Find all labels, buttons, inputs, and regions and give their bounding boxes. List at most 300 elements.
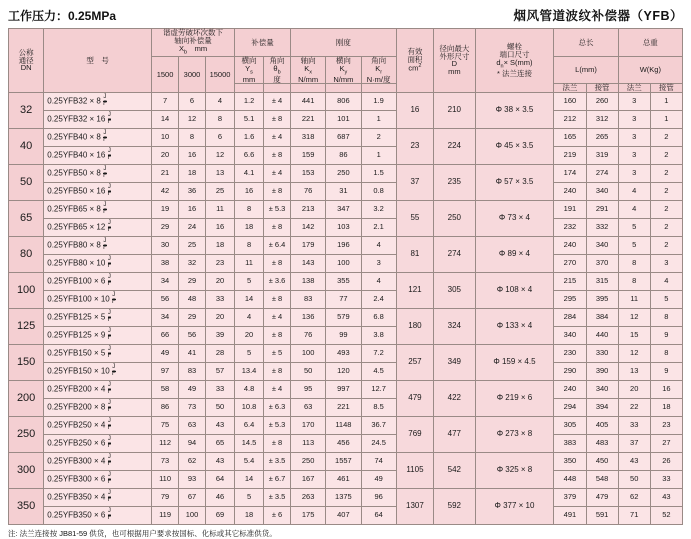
cell-lateral-comp: 6.6 [235, 146, 264, 164]
cell-lateral-stiffness: 77 [326, 290, 361, 308]
cell-weight-flange: 71 [618, 506, 650, 524]
cell-model: 0.25YFB125 × 5 $\frac{J}{F}$ [44, 308, 152, 326]
cell-x1500: 14 [152, 110, 179, 128]
cell-x15000: 20 [205, 308, 234, 326]
cell-weight-flange: 3 [618, 146, 650, 164]
cell-length-flange: 295 [554, 290, 586, 308]
cell-lateral-stiffness: 407 [326, 506, 361, 524]
th-fatigue-15000: 15000 [205, 57, 234, 93]
cell-x1500: 21 [152, 164, 179, 182]
th-comp-angular: 角向 $\theta_b$ 度 [264, 57, 291, 84]
cell-length-pipe: 394 [586, 398, 618, 416]
cell-angular-comp: ± 4 [264, 128, 291, 146]
cell-length-pipe: 395 [586, 290, 618, 308]
cell-length-pipe: 291 [586, 200, 618, 218]
cell-weight-pipe: 2 [650, 200, 682, 218]
th-comp-lateral-blank [235, 84, 264, 93]
cell-lateral-stiffness: 461 [326, 470, 361, 488]
cell-length-flange: 160 [554, 92, 586, 110]
cell-x3000: 12 [179, 110, 206, 128]
cell-lateral-comp: 5 [235, 488, 264, 506]
cell-x3000: 93 [179, 470, 206, 488]
th-length-pipe: 接管 [586, 84, 618, 93]
cell-angular-comp: ± 8 [264, 182, 291, 200]
page-title: 烟风管道波纹补偿器（YFB） [513, 9, 683, 23]
cell-axial-stiffness: 441 [291, 92, 326, 110]
cell-lateral-stiffness: 493 [326, 344, 361, 362]
table-head [9, 29, 683, 93]
cell-x3000: 16 [179, 200, 206, 218]
cell-length-pipe: 340 [586, 182, 618, 200]
cell-model: 0.25YFB200 × 8 $\frac{J}{F}$ [44, 398, 152, 416]
cell-length-flange: 270 [554, 254, 586, 272]
cell-x3000: 25 [179, 236, 206, 254]
cell-length-flange: 191 [554, 200, 586, 218]
cell-angular-comp: ± 3.6 [264, 272, 291, 290]
cell-angular-comp: ± 8 [264, 110, 291, 128]
cell-weight-flange: 4 [618, 200, 650, 218]
cell-axial-stiffness: 113 [291, 434, 326, 452]
cell-lateral-comp: 8 [235, 200, 264, 218]
cell-x15000: 18 [205, 236, 234, 254]
fraction-jf: $\frac{J}{F}$ [107, 310, 112, 323]
table-row [9, 236, 683, 254]
cell-weight-pipe: 8 [650, 308, 682, 326]
cell-x15000: 65 [205, 434, 234, 452]
cell-x3000: 29 [179, 272, 206, 290]
cell-weight-flange: 62 [618, 488, 650, 506]
cell-angular-stiffness: 1.9 [361, 92, 396, 110]
cell-model: 0.25YFB300 × 6 $\frac{J}{F}$ [44, 470, 152, 488]
cell-x1500: 56 [152, 290, 179, 308]
cell-x3000: 8 [179, 128, 206, 146]
th-fatigue: 谐虚劳破坏次数下 轴向补偿量 $X_b$ mm [152, 29, 235, 57]
working-pressure-label: 工作压力：0.25MPa [8, 9, 117, 23]
table-row [9, 344, 683, 362]
cell-angular-stiffness: 24.5 [361, 434, 396, 452]
cell-effective-area: 180 [396, 308, 433, 344]
cell-angular-comp: ± 6.3 [264, 398, 291, 416]
cell-angular-stiffness: 2 [361, 128, 396, 146]
cell-length-pipe: 330 [586, 344, 618, 362]
cell-axial-stiffness: 63 [291, 398, 326, 416]
th-stiffness: 刚度 [291, 29, 397, 57]
cell-lateral-comp: 14 [235, 290, 264, 308]
cell-weight-pipe: 26 [650, 452, 682, 470]
compensator-spec-table [8, 28, 683, 525]
th-comp-lateral: 横向 $Y_s$ mm [235, 57, 264, 84]
cell-lateral-stiffness: 120 [326, 362, 361, 380]
cell-effective-area: 1105 [396, 452, 433, 488]
cell-max-diameter: 250 [434, 200, 475, 236]
cell-x1500: 73 [152, 452, 179, 470]
cell-angular-stiffness: 49 [361, 470, 396, 488]
cell-x15000: 64 [205, 470, 234, 488]
cell-lateral-stiffness: 806 [326, 92, 361, 110]
cell-weight-flange: 5 [618, 236, 650, 254]
cell-lateral-stiffness: 250 [326, 164, 361, 182]
cell-lateral-stiffness: 101 [326, 110, 361, 128]
cell-angular-stiffness: 3.8 [361, 326, 396, 344]
cell-lateral-comp: 18 [235, 506, 264, 524]
th-length-unit: L(mm) [554, 57, 618, 84]
cell-weight-pipe: 18 [650, 398, 682, 416]
cell-max-diameter: 592 [434, 488, 475, 524]
th-weight-flange: 法兰 [618, 84, 650, 93]
cell-lateral-comp: 10.8 [235, 398, 264, 416]
cell-weight-pipe: 1 [650, 92, 682, 110]
cell-connection: Φ 133 × 4 [475, 308, 554, 344]
cell-dn: 50 [9, 164, 44, 200]
th-model: 型 号 [44, 29, 152, 93]
cell-x1500: 58 [152, 380, 179, 398]
cell-x1500: 112 [152, 434, 179, 452]
cell-weight-flange: 3 [618, 128, 650, 146]
cell-length-pipe: 340 [586, 380, 618, 398]
th-length-flange: 法兰 [554, 84, 586, 93]
cell-x3000: 29 [179, 308, 206, 326]
cell-lateral-stiffness: 196 [326, 236, 361, 254]
cell-length-pipe: 405 [586, 416, 618, 434]
fraction-jf: $\frac{J}{F}$ [107, 472, 112, 485]
cell-x3000: 73 [179, 398, 206, 416]
cell-angular-comp: ± 5 [264, 344, 291, 362]
fraction-jf: $\frac{J}{F}$ [103, 202, 107, 215]
fraction-jf: $\frac{J}{F}$ [107, 148, 112, 161]
cell-axial-stiffness: 263 [291, 488, 326, 506]
cell-weight-flange: 4 [618, 182, 650, 200]
cell-weight-pipe: 2 [650, 218, 682, 236]
cell-axial-stiffness: 138 [291, 272, 326, 290]
fraction-jf: $\frac{J}{F}$ [107, 220, 112, 233]
cell-weight-pipe: 2 [650, 164, 682, 182]
cell-model: 0.25YFB50 × 16 $\frac{J}{F}$ [44, 182, 152, 200]
cell-weight-flange: 37 [618, 434, 650, 452]
cell-connection: Φ 45 × 3.5 [475, 128, 554, 164]
cell-axial-stiffness: 76 [291, 182, 326, 200]
fraction-jf: $\frac{J}{F}$ [103, 166, 107, 179]
cell-angular-stiffness: 1.5 [361, 164, 396, 182]
cell-model: 0.25YFB40 × 8 $\frac{J}{F}$ [44, 128, 152, 146]
fraction-jf: $\frac{J}{F}$ [103, 130, 107, 143]
cell-max-diameter: 422 [434, 380, 475, 416]
th-max-diameter: 径向最大 外形尺寸 D mm [434, 29, 475, 93]
cell-axial-stiffness: 159 [291, 146, 326, 164]
footnote: 注: 法兰连接按 JB81-59 供货，也可根据用户要求按国标、化标或其它标准供货。 [8, 528, 277, 538]
cell-x1500: 19 [152, 200, 179, 218]
cell-length-flange: 350 [554, 452, 586, 470]
cell-weight-flange: 12 [618, 308, 650, 326]
cell-weight-pipe: 5 [650, 290, 682, 308]
cell-lateral-comp: 5 [235, 344, 264, 362]
cell-weight-flange: 15 [618, 326, 650, 344]
cell-connection: Φ 89 × 4 [475, 236, 554, 272]
cell-x3000: 56 [179, 326, 206, 344]
cell-x1500: 20 [152, 146, 179, 164]
cell-lateral-stiffness: 86 [326, 146, 361, 164]
cell-model: 0.25YFB150 × 10 $\frac{J}{F}$ [44, 362, 152, 380]
cell-model: 0.25YFB50 × 8 $\frac{J}{F}$ [44, 164, 152, 182]
th-weight-pipe: 接管 [650, 84, 682, 93]
th-stiff-lateral-blank [326, 84, 361, 93]
cell-length-flange: 219 [554, 146, 586, 164]
cell-model: 0.25YFB80 × 8 $\frac{J}{F}$ [44, 236, 152, 254]
cell-x15000: 8 [205, 110, 234, 128]
fraction-jf: $\frac{J}{F}$ [107, 274, 112, 287]
table-row [9, 128, 683, 146]
cell-weight-pipe: 2 [650, 236, 682, 254]
cell-model: 0.25YFB100 × 10 $\frac{J}{F}$ [44, 290, 152, 308]
cell-length-pipe: 548 [586, 470, 618, 488]
cell-angular-comp: ± 8 [264, 434, 291, 452]
cell-model: 0.25YFB80 × 10 $\frac{J}{F}$ [44, 254, 152, 272]
cell-weight-pipe: 43 [650, 488, 682, 506]
th-compensation: 补偿量 [235, 29, 291, 57]
cell-dn: 100 [9, 272, 44, 308]
cell-lateral-stiffness: 1148 [326, 416, 361, 434]
table-row [9, 380, 683, 398]
th-comp-angular-blank [264, 84, 291, 93]
cell-x1500: 119 [152, 506, 179, 524]
cell-angular-stiffness: 2.4 [361, 290, 396, 308]
cell-effective-area: 257 [396, 344, 433, 380]
cell-max-diameter: 477 [434, 416, 475, 452]
cell-lateral-comp: 14.5 [235, 434, 264, 452]
cell-x15000: 28 [205, 344, 234, 362]
table-row [9, 308, 683, 326]
cell-x3000: 6 [179, 92, 206, 110]
th-weight: 总重 [618, 29, 682, 57]
cell-axial-stiffness: 142 [291, 218, 326, 236]
cell-axial-stiffness: 213 [291, 200, 326, 218]
cell-length-pipe: 384 [586, 308, 618, 326]
cell-lateral-stiffness: 100 [326, 254, 361, 272]
th-stiff-axial-blank [291, 84, 326, 93]
cell-weight-pipe: 2 [650, 146, 682, 164]
cell-x1500: 34 [152, 272, 179, 290]
cell-model: 0.25YFB125 × 9 $\frac{J}{F}$ [44, 326, 152, 344]
cell-lateral-stiffness: 31 [326, 182, 361, 200]
cell-lateral-comp: 14 [235, 470, 264, 488]
fraction-jf: $\frac{J}{F}$ [107, 112, 112, 125]
cell-weight-flange: 33 [618, 416, 650, 434]
cell-x1500: 30 [152, 236, 179, 254]
cell-x3000: 36 [179, 182, 206, 200]
fraction-jf: $\frac{J}{F}$ [107, 184, 112, 197]
cell-effective-area: 479 [396, 380, 433, 416]
th-dn: 公称 通径 DN [9, 29, 44, 93]
cell-weight-flange: 43 [618, 452, 650, 470]
cell-x15000: 43 [205, 416, 234, 434]
cell-angular-comp: ± 5.3 [264, 416, 291, 434]
table-row [9, 92, 683, 110]
cell-axial-stiffness: 143 [291, 254, 326, 272]
cell-connection: Φ 108 × 4 [475, 272, 554, 308]
cell-model: 0.25YFB300 × 4 $\frac{J}{F}$ [44, 452, 152, 470]
cell-x1500: 49 [152, 344, 179, 362]
cell-model: 0.25YFB40 × 16 $\frac{J}{F}$ [44, 146, 152, 164]
cell-x3000: 16 [179, 146, 206, 164]
table-row [9, 200, 683, 218]
cell-weight-flange: 3 [618, 110, 650, 128]
cell-x15000: 57 [205, 362, 234, 380]
cell-lateral-stiffness: 1375 [326, 488, 361, 506]
cell-x1500: 79 [152, 488, 179, 506]
fraction-jf: $\frac{J}{F}$ [107, 328, 112, 341]
cell-angular-stiffness: 3.2 [361, 200, 396, 218]
table-row [9, 506, 683, 524]
cell-effective-area: 81 [396, 236, 433, 272]
fraction-jf: $\frac{J}{F}$ [107, 436, 112, 449]
cell-weight-pipe: 9 [650, 326, 682, 344]
cell-weight-pipe: 9 [650, 362, 682, 380]
cell-max-diameter: 324 [434, 308, 475, 344]
cell-x15000: 13 [205, 164, 234, 182]
cell-length-flange: 230 [554, 344, 586, 362]
cell-length-flange: 379 [554, 488, 586, 506]
cell-axial-stiffness: 221 [291, 110, 326, 128]
cell-x1500: 38 [152, 254, 179, 272]
cell-x3000: 94 [179, 434, 206, 452]
cell-connection: Φ 377 × 10 [475, 488, 554, 524]
cell-connection: Φ 219 × 6 [475, 380, 554, 416]
cell-effective-area: 55 [396, 200, 433, 236]
th-stiff-angular: 角向 $K_r$ N·m/度 [361, 57, 396, 84]
cell-axial-stiffness: 153 [291, 164, 326, 182]
table-row [9, 416, 683, 434]
cell-length-pipe: 479 [586, 488, 618, 506]
fraction-jf: $\frac{J}{F}$ [107, 400, 112, 413]
cell-dn: 80 [9, 236, 44, 272]
cell-axial-stiffness: 250 [291, 452, 326, 470]
cell-lateral-stiffness: 1557 [326, 452, 361, 470]
head-row-1 [9, 29, 683, 57]
fraction-jf: $\frac{J}{F}$ [107, 508, 112, 521]
cell-x15000: 69 [205, 506, 234, 524]
cell-dn: 32 [9, 92, 44, 128]
th-weight-unit: W(Kg) [618, 57, 682, 84]
cell-length-flange: 165 [554, 128, 586, 146]
table-row [9, 182, 683, 200]
table-row [9, 326, 683, 344]
fraction-jf: $\frac{J}{F}$ [111, 364, 116, 377]
cell-length-pipe: 315 [586, 272, 618, 290]
cell-length-flange: 240 [554, 182, 586, 200]
cell-angular-comp: ± 8 [264, 218, 291, 236]
cell-axial-stiffness: 95 [291, 380, 326, 398]
th-effective-area: 有效 面积 $cm^2$ [396, 29, 433, 93]
cell-dn: 200 [9, 380, 44, 416]
cell-angular-comp: ± 8 [264, 326, 291, 344]
cell-length-pipe: 260 [586, 92, 618, 110]
cell-model: 0.25YFB150 × 5 $\frac{J}{F}$ [44, 344, 152, 362]
cell-length-pipe: 274 [586, 164, 618, 182]
cell-angular-stiffness: 8.5 [361, 398, 396, 416]
cell-x15000: 39 [205, 326, 234, 344]
cell-x3000: 63 [179, 416, 206, 434]
cell-length-pipe: 265 [586, 128, 618, 146]
cell-weight-flange: 3 [618, 92, 650, 110]
cell-x15000: 12 [205, 146, 234, 164]
cell-length-flange: 383 [554, 434, 586, 452]
cell-effective-area: 121 [396, 272, 433, 308]
cell-model: 0.25YFB32 × 8 $\frac{J}{F}$ [44, 92, 152, 110]
cell-weight-pipe: 4 [650, 272, 682, 290]
cell-lateral-stiffness: 579 [326, 308, 361, 326]
cell-length-pipe: 312 [586, 110, 618, 128]
cell-weight-flange: 22 [618, 398, 650, 416]
table-row [9, 452, 683, 470]
cell-length-pipe: 340 [586, 236, 618, 254]
cell-length-flange: 284 [554, 308, 586, 326]
fraction-jf: $\frac{J}{F}$ [107, 346, 112, 359]
cell-x15000: 6 [205, 128, 234, 146]
cell-angular-stiffness: 4 [361, 236, 396, 254]
cell-x3000: 32 [179, 254, 206, 272]
cell-weight-flange: 20 [618, 380, 650, 398]
cell-lateral-comp: 4.8 [235, 380, 264, 398]
cell-lateral-comp: 5 [235, 272, 264, 290]
cell-weight-pipe: 23 [650, 416, 682, 434]
cell-weight-flange: 12 [618, 344, 650, 362]
cell-lateral-comp: 1.6 [235, 128, 264, 146]
table-row [9, 290, 683, 308]
cell-lateral-comp: 6.4 [235, 416, 264, 434]
cell-dn: 300 [9, 452, 44, 488]
cell-weight-pipe: 33 [650, 470, 682, 488]
fraction-jf: $\frac{J}{F}$ [107, 382, 112, 395]
cell-lateral-comp: 18 [235, 218, 264, 236]
fraction-jf: $\frac{J}{F}$ [107, 490, 112, 503]
cell-lateral-stiffness: 355 [326, 272, 361, 290]
cell-angular-stiffness: 64 [361, 506, 396, 524]
cell-lateral-comp: 16 [235, 182, 264, 200]
cell-connection: Φ 159 × 4.5 [475, 344, 554, 380]
cell-length-pipe: 390 [586, 362, 618, 380]
fraction-jf: $\frac{J}{F}$ [107, 418, 112, 431]
cell-length-pipe: 440 [586, 326, 618, 344]
table-row [9, 254, 683, 272]
cell-x15000: 23 [205, 254, 234, 272]
table-body [9, 92, 683, 524]
cell-dn: 350 [9, 488, 44, 524]
fraction-jf: $\frac{J}{F}$ [107, 454, 112, 467]
cell-weight-pipe: 16 [650, 380, 682, 398]
cell-model: 0.25YFB350 × 4 $\frac{J}{F}$ [44, 488, 152, 506]
table-row [9, 146, 683, 164]
cell-length-flange: 294 [554, 398, 586, 416]
th-length: 总长 [554, 29, 618, 57]
cell-weight-flange: 50 [618, 470, 650, 488]
cell-max-diameter: 224 [434, 128, 475, 164]
cell-lateral-stiffness: 347 [326, 200, 361, 218]
cell-length-flange: 491 [554, 506, 586, 524]
cell-length-flange: 290 [554, 362, 586, 380]
cell-axial-stiffness: 175 [291, 506, 326, 524]
cell-angular-comp: ± 6.7 [264, 470, 291, 488]
cell-x3000: 83 [179, 362, 206, 380]
cell-max-diameter: 349 [434, 344, 475, 380]
cell-length-flange: 240 [554, 236, 586, 254]
cell-x1500: 86 [152, 398, 179, 416]
th-connection: 螺栓 端口尺寸 $d_n\times S(mm)$ * 法兰连接 [475, 29, 554, 93]
cell-angular-comp: ± 5.3 [264, 200, 291, 218]
cell-model: 0.25YFB350 × 6 $\frac{J}{F}$ [44, 506, 152, 524]
fraction-jf: $\frac{J}{F}$ [107, 256, 112, 269]
cell-dn: 150 [9, 344, 44, 380]
cell-model: 0.25YFB250 × 6 $\frac{J}{F}$ [44, 434, 152, 452]
cell-angular-stiffness: 4 [361, 272, 396, 290]
